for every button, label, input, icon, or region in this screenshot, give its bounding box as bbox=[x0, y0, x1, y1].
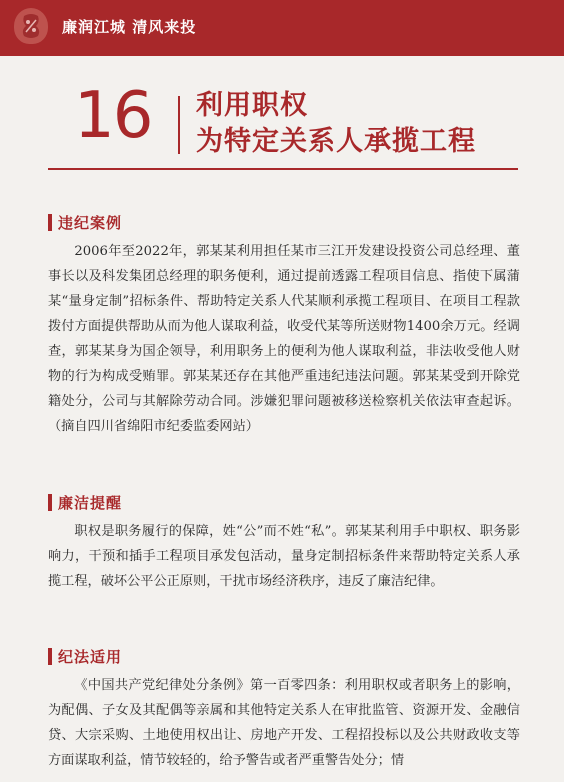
header-slogan: 廉润江城 清风来投 bbox=[62, 18, 197, 36]
section-body: 职权是职务履行的保障，姓“公”而不姓“私”。郭某某利用手中职权、职务影响力，干预和插手工程项目承发包活动，量身定制招标条件来帮助特定关系人承揽工程，破坏公平公正原则，干扰市场经济秩序，违反了廉洁纪律。 bbox=[48, 524, 520, 589]
section-heading bbox=[48, 491, 520, 513]
section-heading-text: 廉洁提醒 bbox=[58, 493, 123, 512]
title-underline bbox=[48, 168, 518, 170]
title-divider bbox=[178, 96, 180, 154]
section-violation-case bbox=[48, 211, 520, 439]
chapter-number: 16 bbox=[74, 79, 152, 153]
section-body: 《中国共产党纪律处分条例》第一百零四条：利用职权或者职务上的影响，为配偶、子女及其配偶等亲属和其他特定关系人在审批监管、资源开发、金融信贷、大宗采购、土地使用权出让、房地产开发、工程招投标以及公共财政收支等方面谋取利益，情节较轻的，给予警告或者严重警告处分；情 bbox=[48, 678, 520, 768]
section-heading-text: 违纪案例 bbox=[58, 213, 123, 232]
heading-bar-marker bbox=[48, 648, 52, 665]
seal-logo-icon bbox=[14, 8, 48, 44]
header-band bbox=[0, 0, 564, 56]
section-integrity-reminder bbox=[48, 491, 520, 594]
heading-bar-marker bbox=[48, 214, 52, 231]
heading-bar-marker bbox=[48, 494, 52, 511]
chapter-title bbox=[196, 88, 476, 160]
chapter-title-line-2: 为特定关系人承揽工程 bbox=[196, 126, 476, 157]
chapter-title-line-1: 利用职权 bbox=[196, 90, 308, 121]
section-heading bbox=[48, 211, 520, 233]
section-applicable-rules bbox=[48, 645, 520, 773]
section-heading-text: 纪法适用 bbox=[58, 647, 123, 666]
section-body: 2006年至2022年，郭某某利用担任某市三江开发建设投资公司总经理、董事长以及科发集团总经理的职务便利，通过提前透露工程项目信息、指使下属蒲某“量身定制”招标条件、帮助特定关系人代某顺利承揽工程项目、在项目工程款拨付方面提供帮助从而为他人谋取利益，收受代某等所送财物1400余万元。经调查，郭某某身为国企领导，利用职务上的便利为他人谋取利益，非法收受他人财物的行为构成受贿罪。郭某某还存在其他严重违纪违法问题。郭某某受到开除党籍处分，公司与其解除劳动合同。涉嫌犯罪问题被移送检察机关依法审查起诉。（摘自四川省绵阳市纪委监委网站） bbox=[48, 244, 520, 434]
section-heading bbox=[48, 645, 520, 667]
